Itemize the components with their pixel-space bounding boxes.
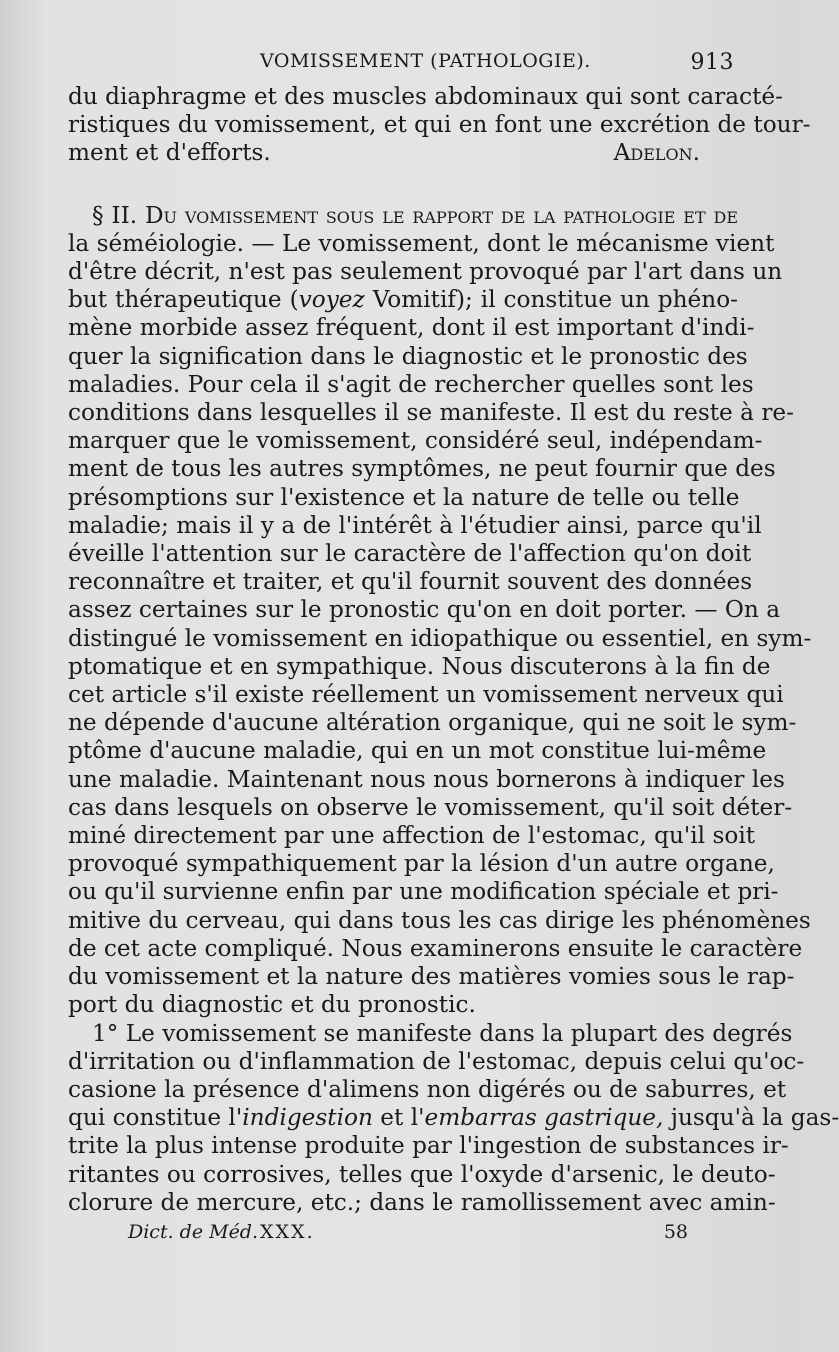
text-line: de cet acte compliqué. Nous examinerons ensuite le caractère [68,934,803,962]
footer-signature: 58 [663,1221,688,1243]
text-line: ne dépende d'aucune altération organique, qui ne soit le sym- [68,709,797,737]
footer-volume: XXX. [260,1221,315,1243]
text-line: du vomissement et la nature des matières vomies sous le rap- [68,963,795,991]
text-line: d'être décrit, n'est pas seulement provoqué par l'art dans un [68,258,783,286]
text-line: ritantes ou corrosives, telles que l'oxyde d'arsenic, le deuto- [68,1160,776,1188]
text-line [68,1104,839,1132]
text-line: provoqué sympathiquement par la lésion d'un autre organe, [68,850,775,878]
text-line: reconnaître et traiter, et qu'il fournit souvent des données [68,568,753,596]
italic-fragment: voyez [298,286,365,314]
text-fragment: but thérapeutique ( [68,286,299,314]
text-line: quer la signification dans le diagnostic et le pronostic des [68,342,748,370]
text-line: miné directement par une affection de l'estomac, qu'il soit [68,822,756,850]
page-number: 913 [690,50,734,75]
text-line: port du diagnostic et du pronostic. [68,991,476,1019]
italic-fragment: indigestion [242,1104,373,1132]
text-line: 1° Le vomissement se manifeste dans la plupart des degrés [92,1019,793,1047]
text-fragment: qui constitue l' [68,1104,243,1132]
text-fragment: ment et d'efforts. [68,139,271,167]
footer-reference: Dict. de Méd. [128,1221,259,1243]
text-line [68,286,738,314]
section-gap [68,168,738,202]
text-line: casione la présence d'alimens non digérés ou de saburres, et [68,1075,787,1103]
text-line: assez certaines sur le pronostic qu'on en doit porter. — On a [68,596,781,624]
text-line: marquer que le vomissement, considéré seul, indépendam- [68,427,763,455]
section-heading-line: § II. Du vomissement sous le rapport de la pathologie et de [92,201,738,229]
text-line: ment de tous les autres symptômes, ne peut fournir que des [68,455,776,483]
text-line: la séméiologie. — Le vomissement, dont le mécanisme vient [68,229,775,257]
text-line: ou qu'il survienne enfin par une modification spéciale et pri- [68,878,779,906]
running-header [68,50,736,80]
text-line: conditions dans lesquelles il se manifeste. Il est du reste à re- [68,399,794,427]
text-line: d'irritation ou d'inflammation de l'estomac, depuis celui qu'oc- [68,1047,805,1075]
text-line: cas dans lesquels on observe le vomissement, qu'il soit déter- [68,793,793,821]
text-line: mène morbide assez fréquent, dont il est important d'indi- [68,314,755,342]
page-footer [128,1221,688,1247]
text-line [68,139,738,167]
text-line: présomptions sur l'existence et la nature de telle ou telle [68,483,740,511]
text-fragment: et l' [372,1104,425,1132]
text-line: éveille l'attention sur le caractère de l'affection qu'on doit [68,540,752,568]
italic-fragment: embarras gastrique, [424,1104,664,1132]
text-line: du diaphragme et des muscles abdominaux qui sont caracté- [68,83,783,110]
text-line: maladies. Pour cela il s'agit de rechercher quelles sont les [68,370,754,398]
text-fragment: jusqu'à la gas- [663,1104,839,1132]
text-line: distingué le vomissement en idiopathique ou essentiel, en sym- [68,624,812,652]
text-line: ptomatique et en sympathique. Nous discuterons à la fin de [68,652,771,680]
running-title: VOMISSEMENT (PATHOLOGIE). [260,50,591,72]
text-line: mitive du cerveau, qui dans tous les cas dirige les phénomènes [68,906,811,934]
text-line: trite la plus intense produite par l'ingestion de substances ir- [68,1132,789,1160]
text-line: clorure de mercure, etc.; dans le ramollissement avec amin- [68,1188,776,1216]
text-line: maladie; mais il y a de l'intérêt à l'étudier ainsi, parce qu'il [68,511,762,539]
text-line: ptôme d'aucune maladie, qui en un mot constitue lui-même [68,737,767,765]
text-line: cet article s'il existe réellement un vomissement nerveux qui [68,681,784,709]
text-line: ristiques du vomissement, et qui en font une excrétion de tour- [68,111,811,139]
text-fragment: Vomitif); il constitue un phéno- [364,286,739,314]
text-line: une maladie. Maintenant nous nous bornerons à indiquer les [68,765,785,793]
author-signature: Adelon. [613,139,700,167]
page-body [68,83,839,1217]
